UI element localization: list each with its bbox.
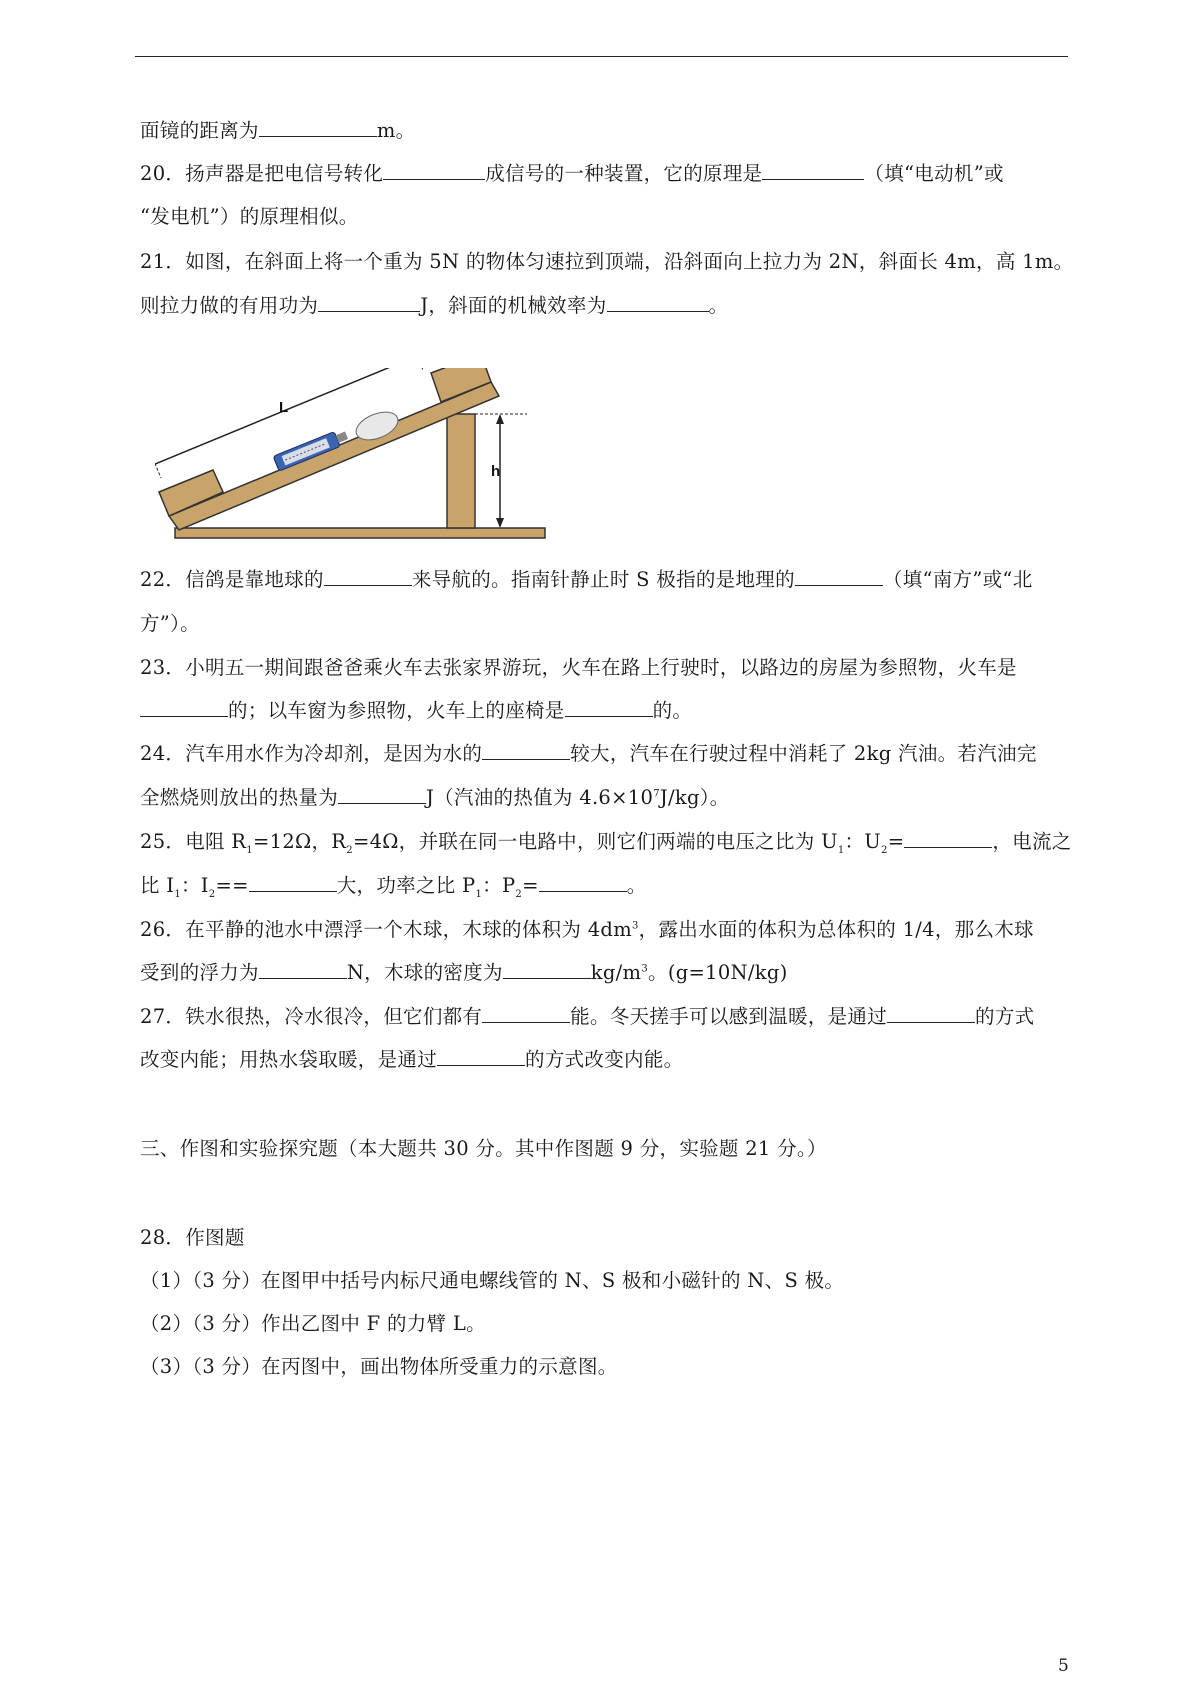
q20-line2: “发电机”）的原理相似。 bbox=[140, 205, 359, 228]
q28-part3: （3）（3 分）在丙图中，画出物体所受重力的示意图。 bbox=[140, 1355, 618, 1378]
q23-line2: 的；以车窗为参照物，火车上的座椅是 的。 bbox=[140, 698, 692, 724]
answer-blank[interactable] bbox=[383, 161, 485, 180]
answer-blank[interactable] bbox=[324, 567, 412, 586]
answer-blank[interactable] bbox=[904, 829, 992, 848]
q27-line1: 27．铁水很热，冷水很冷，但它们都有 能。冬天搓手可以感到温暖，是通过 的方式 bbox=[140, 1005, 1035, 1028]
q24-line1: 24．汽车用水作为冷却剂，是因为水的 较大，汽车在行驶过程中消耗了 2kg 汽油。若汽油完 bbox=[140, 742, 1037, 765]
answer-blank[interactable] bbox=[482, 741, 570, 760]
q26-line1: 26．在平静的池水中漂浮一个木球，木球的体积为 $4dm^3$，露出水面的体积为总体积的 1/4，那么木球 bbox=[140, 918, 1034, 941]
answer-blank[interactable] bbox=[259, 960, 347, 979]
answer-blank[interactable] bbox=[482, 1004, 570, 1023]
q24-line2: 全燃烧则放出的热量为 J（汽油的热值为 $4.6\times 10^7J/kg$）。 bbox=[140, 786, 730, 809]
answer-blank[interactable] bbox=[503, 960, 591, 979]
section3-title: 三、作图和实验探究题（本大题共 30 分。其中作图题 9 分，实验题 21 分。） bbox=[140, 1137, 827, 1160]
label-h: h bbox=[491, 463, 501, 480]
q20-line1: 20．扬声器是把电信号转化 成信号的一种装置，它的原理是 （填“电动机”或 bbox=[140, 162, 1004, 185]
q21-line2: 则拉力做的有用功为 J，斜面的机械效率为 。 bbox=[140, 294, 729, 317]
q27-line2: 改变内能；用热水袋取暖，是通过 的方式改变内能。 bbox=[140, 1048, 684, 1071]
answer-blank[interactable] bbox=[140, 698, 228, 717]
q22-line2: 方”）。 bbox=[140, 612, 200, 635]
answer-blank[interactable] bbox=[762, 161, 864, 180]
answer-blank[interactable] bbox=[249, 873, 337, 892]
q23-line1: 23．小明五一期间跟爸爸乘火车去张家界游玩，火车在路上行驶时，以路边的房屋为参照物，火车是 bbox=[140, 656, 1017, 679]
q28-part2: （2）（3 分）作出乙图中 F 的力臂 L。 bbox=[140, 1312, 486, 1335]
answer-blank[interactable] bbox=[795, 567, 883, 586]
q19-tail: 面镜的距离为 m。 bbox=[140, 119, 416, 142]
q28-title: 28．作图题 bbox=[140, 1226, 245, 1249]
q26-line2: 受到的浮力为 N，木球的密度为 $kg/m^3$。(g=10N/kg) bbox=[140, 961, 788, 984]
q22-line1: 22．信鸽是靠地球的 来导航的。指南针静止时 S 极指的是地理的 （填“南方”或“北 bbox=[140, 568, 1033, 591]
label-L: L bbox=[279, 399, 289, 416]
answer-blank[interactable] bbox=[607, 293, 709, 312]
q25-line1: 25．电阻 $R_1=12\Omega$，$R_2=4\Omega$，并联在同一电路中，则它们两端的电压之比为 $U_1$：$U_2=$ ，电流之 bbox=[140, 830, 1072, 856]
answer-blank[interactable] bbox=[318, 293, 420, 312]
support-post bbox=[447, 414, 475, 528]
q25-line2: 比 $I_1$：$I_2==$ 大，功率之比 $P_1$：$P_2=$ 。 bbox=[140, 874, 647, 900]
answer-blank[interactable] bbox=[338, 785, 426, 804]
answer-blank[interactable] bbox=[259, 118, 377, 137]
answer-blank[interactable] bbox=[565, 698, 653, 717]
page-number: 5 bbox=[1058, 1656, 1069, 1676]
base-plank bbox=[175, 528, 545, 538]
incline-figure bbox=[155, 368, 575, 588]
answer-blank[interactable] bbox=[539, 873, 627, 892]
q28-part1: （1）（3 分）在图甲中括号内标尺通电螺线管的 N、S 极和小磁针的 N、S 极。 bbox=[140, 1269, 845, 1292]
header-rule bbox=[135, 56, 1068, 57]
answer-blank[interactable] bbox=[437, 1047, 525, 1066]
q21-line1: 21．如图，在斜面上将一个重为 5N 的物体匀速拉到顶端，沿斜面向上拉力为 2N，斜面长 4m，高 1m。 bbox=[140, 250, 1074, 273]
answer-blank[interactable] bbox=[887, 1004, 975, 1023]
